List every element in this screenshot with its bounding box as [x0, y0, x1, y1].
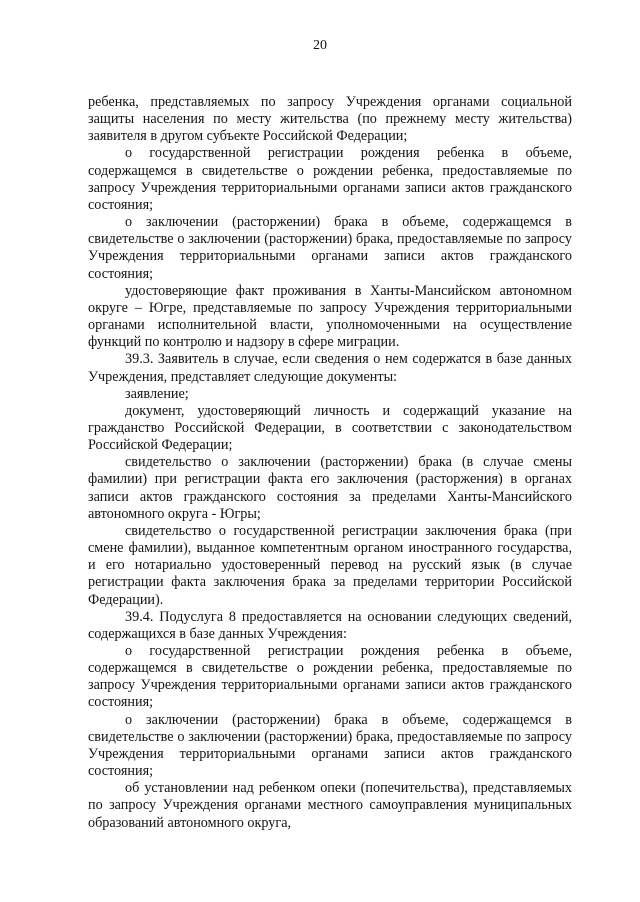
paragraph: о заключении (расторжении) брака в объеме, содержащемся в свидетельстве о заключении (расторжении) брака, предоставляемые по запросу Учреждения территориальными органами записи актов гражданского состояния; [88, 214, 572, 282]
paragraph: о государственной регистрации рождения ребенка в объеме, содержащемся в свидетельстве о рождении ребенка, предоставляемые по запросу Учреждения территориальными органами записи актов гражданского состояния; [88, 643, 572, 711]
paragraph: 39.4. Подуслуга 8 предоставляется на основании следующих сведений, содержащихся в базе данных Учреждения: [88, 608, 572, 642]
paragraph: о государственной регистрации рождения ребенка в объеме, содержащемся в свидетельстве о рождении ребенка, предоставляемые по запросу Учреждения территориальными органами записи актов гражданского состояния; [88, 145, 572, 213]
paragraph: об установлении над ребенком опеки (попечительства), представляемых по запросу Учреждения органами местного самоуправления муниципальных образований автономного округа, [88, 780, 572, 831]
paragraph: 39.3. Заявитель в случае, если сведения о нем содержатся в базе данных Учреждения, представляет следующие документы: [88, 351, 572, 385]
paragraph: о заключении (расторжении) брака в объеме, содержащемся в свидетельстве о заключении (расторжении) брака, предоставляемые по запросу Учреждения территориальными органами записи актов гражданского состояния; [88, 711, 572, 780]
page-number: 20 [313, 38, 327, 53]
document-body [88, 94, 572, 832]
paragraph: заявление; [125, 385, 189, 402]
paragraph: удостоверяющие факт проживания в Ханты-Мансийском автономном округе – Югре, представляемые по запросу Учреждения территориальными органами исполнительной власти, уполномоченными на осуществление функций по контролю и надзору в сфере миграции. [88, 282, 572, 351]
paragraph: свидетельство о заключении (расторжении) брака (в случае смены фамилии) при регистрации факта его заключения (расторжения) в органах записи актов гражданского состояния за пределами Ханты-Мансийского автономного округа - Югры; [88, 454, 572, 522]
paragraph: документ, удостоверяющий личность и содержащий указание на гражданство Российской Федерации, в соответствии с законодательством Российской Федерации; [88, 402, 572, 454]
paragraph: свидетельство о государственной регистрации заключения брака (при смене фамилии), выданное компетентным органом иностранного государства, и его нотариально удостоверенный перевод на русский язык (в случае регистрации факта заключения брака за пределами территории Российской Федерации). [88, 522, 572, 608]
paragraph: ребенка, представляемых по запросу Учреждения органами социальной защиты населения по месту жительства (по прежнему месту жительства) заявителя в другом субъекте Российской Федерации; [88, 94, 572, 145]
